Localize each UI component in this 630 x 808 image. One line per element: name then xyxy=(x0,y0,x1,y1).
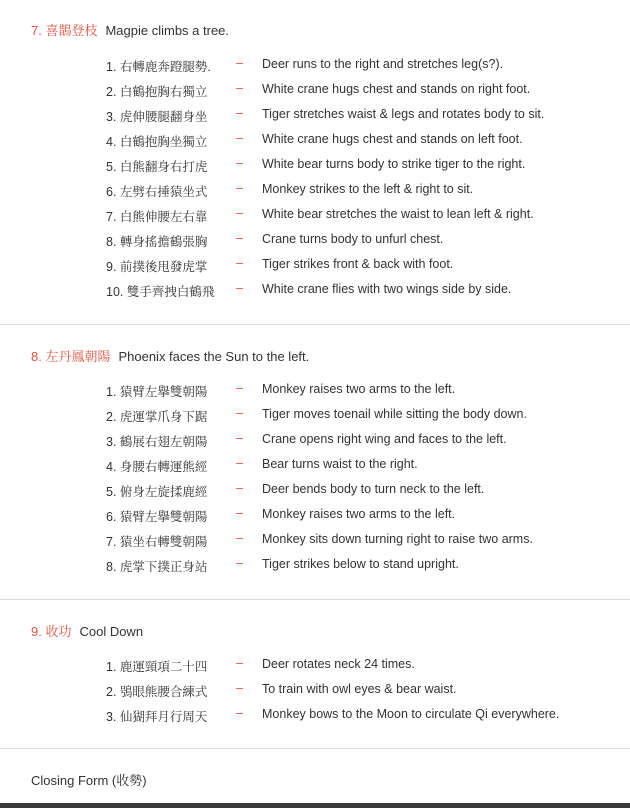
section-title-en: Magpie climbs a tree. xyxy=(105,23,230,38)
item-cn: 10. 雙手齊拽白鶴飛 xyxy=(106,285,215,299)
item-dash: – xyxy=(236,81,243,95)
item-en: To train with owl eyes & bear waist. xyxy=(262,682,457,696)
item-cn: 8. 轉身搖擔鶴張胸 xyxy=(106,235,208,249)
item-en: White bear stretches the waist to lean left & right. xyxy=(262,207,534,221)
item-dash: – xyxy=(236,656,243,670)
item-dash: – xyxy=(236,406,243,420)
list-item xyxy=(0,507,630,532)
item-dash: – xyxy=(236,256,243,270)
item-cn: 1. 右轉鹿奔蹬腿勢. xyxy=(106,60,211,74)
item-en: Deer rotates neck 24 times. xyxy=(262,657,415,671)
item-dash: – xyxy=(236,156,243,170)
item-dash: – xyxy=(236,556,243,570)
section-title-cn: 7. 喜鵲登枝 xyxy=(31,23,98,38)
divider xyxy=(0,324,630,325)
item-en: Monkey bows to the Moon to circulate Qi everywhere. xyxy=(262,707,560,721)
item-en: Crane opens right wing and faces to the left. xyxy=(262,432,507,446)
item-dash: – xyxy=(236,181,243,195)
item-dash: – xyxy=(236,281,243,295)
item-dash: – xyxy=(236,431,243,445)
item-cn: 3. 鶴展右翅左朝陽 xyxy=(106,435,208,449)
list-item xyxy=(0,57,630,82)
item-en: Tiger moves toenail while sitting the body down. xyxy=(262,407,527,421)
section-8-title xyxy=(31,346,309,365)
list-item xyxy=(0,232,630,257)
list-item xyxy=(0,432,630,457)
section-title-cn: 8. 左丹鳳朝陽 xyxy=(31,349,111,364)
item-cn: 6. 猿臂左擧雙朝陽 xyxy=(106,510,208,524)
item-cn: 6. 左劈右捶猿坐式 xyxy=(106,185,208,199)
divider xyxy=(0,599,630,600)
item-cn: 4. 白鶴抱胸坐獨立 xyxy=(106,135,208,149)
list-item xyxy=(0,707,630,732)
list-item xyxy=(0,557,630,582)
list-item xyxy=(0,657,630,682)
item-dash: – xyxy=(236,231,243,245)
list-item xyxy=(0,157,630,182)
item-en: Bear turns waist to the right. xyxy=(262,457,418,471)
item-en: Deer runs to the right and stretches leg(s?). xyxy=(262,57,504,71)
item-cn: 4. 身腰右轉運熊經 xyxy=(106,460,208,474)
item-dash: – xyxy=(236,206,243,220)
item-cn: 9. 前撲後甩發虎掌 xyxy=(106,260,208,274)
item-cn: 3. 仙猢拜月行周天 xyxy=(106,710,208,724)
item-cn: 2. 虎運掌爪身下踞 xyxy=(106,410,208,424)
section-title-cn: 9. 收功 xyxy=(31,624,72,639)
item-en: Tiger stretches waist & legs and rotates body to sit. xyxy=(262,107,545,121)
list-item xyxy=(0,407,630,432)
list-item xyxy=(0,682,630,707)
list-item xyxy=(0,207,630,232)
list-item xyxy=(0,532,630,557)
item-dash: – xyxy=(236,706,243,720)
item-dash: – xyxy=(236,456,243,470)
item-en: Monkey raises two arms to the left. xyxy=(262,382,456,396)
item-cn: 3. 虎伸腰腿翻身坐 xyxy=(106,110,208,124)
list-item xyxy=(0,457,630,482)
item-cn: 5. 俯身左旋揉鹿經 xyxy=(106,485,208,499)
item-cn: 7. 猿坐右轉雙朝陽 xyxy=(106,535,208,549)
item-en: White crane hugs chest and stands on left foot. xyxy=(262,132,523,146)
section-7-title xyxy=(31,20,229,39)
list-item xyxy=(0,282,630,307)
item-dash: – xyxy=(236,681,243,695)
list-item xyxy=(0,257,630,282)
item-en: Deer bends body to turn neck to the left. xyxy=(262,482,485,496)
section-title-en: Phoenix faces the Sun to the left. xyxy=(118,349,310,364)
list-item xyxy=(0,132,630,157)
item-en: White bear turns body to strike tiger to the right. xyxy=(262,157,526,171)
divider xyxy=(0,748,630,749)
item-en: White crane flies with two wings side by side. xyxy=(262,282,512,296)
item-dash: – xyxy=(236,506,243,520)
closing-form: Closing Form (收勢) xyxy=(31,773,147,788)
list-item xyxy=(0,82,630,107)
item-en: Crane turns body to unfurl chest. xyxy=(262,232,444,246)
item-dash: – xyxy=(236,56,243,70)
item-en: Tiger strikes below to stand upright. xyxy=(262,557,459,571)
item-cn: 2. 鴞眼熊腰合練式 xyxy=(106,685,208,699)
list-item xyxy=(0,182,630,207)
item-dash: – xyxy=(236,131,243,145)
item-en: Tiger strikes front & back with foot. xyxy=(262,257,454,271)
item-en: Monkey strikes to the left & right to sit. xyxy=(262,182,474,196)
list-item xyxy=(0,107,630,132)
item-dash: – xyxy=(236,481,243,495)
section-9-title xyxy=(31,621,143,640)
item-en: White crane hugs chest and stands on right foot. xyxy=(262,82,531,96)
item-dash: – xyxy=(236,531,243,545)
section-title-en: Cool Down xyxy=(79,624,144,639)
item-cn: 7. 白熊伸腰左右靠 xyxy=(106,210,208,224)
item-cn: 5. 白熊翻身右打虎 xyxy=(106,160,208,174)
list-item xyxy=(0,382,630,407)
item-cn: 2. 白鶴抱胸右獨立 xyxy=(106,85,208,99)
item-en: Monkey sits down turning right to raise two arms. xyxy=(262,532,533,546)
item-dash: – xyxy=(236,106,243,120)
item-cn: 1. 猿臂左擧雙朝陽 xyxy=(106,385,208,399)
item-cn: 8. 虎掌下撲正身站 xyxy=(106,560,208,574)
bottom-bar xyxy=(0,803,630,808)
item-dash: – xyxy=(236,381,243,395)
item-en: Monkey raises two arms to the left. xyxy=(262,507,456,521)
item-cn: 1. 鹿運頸項二十四 xyxy=(106,660,208,674)
list-item xyxy=(0,482,630,507)
